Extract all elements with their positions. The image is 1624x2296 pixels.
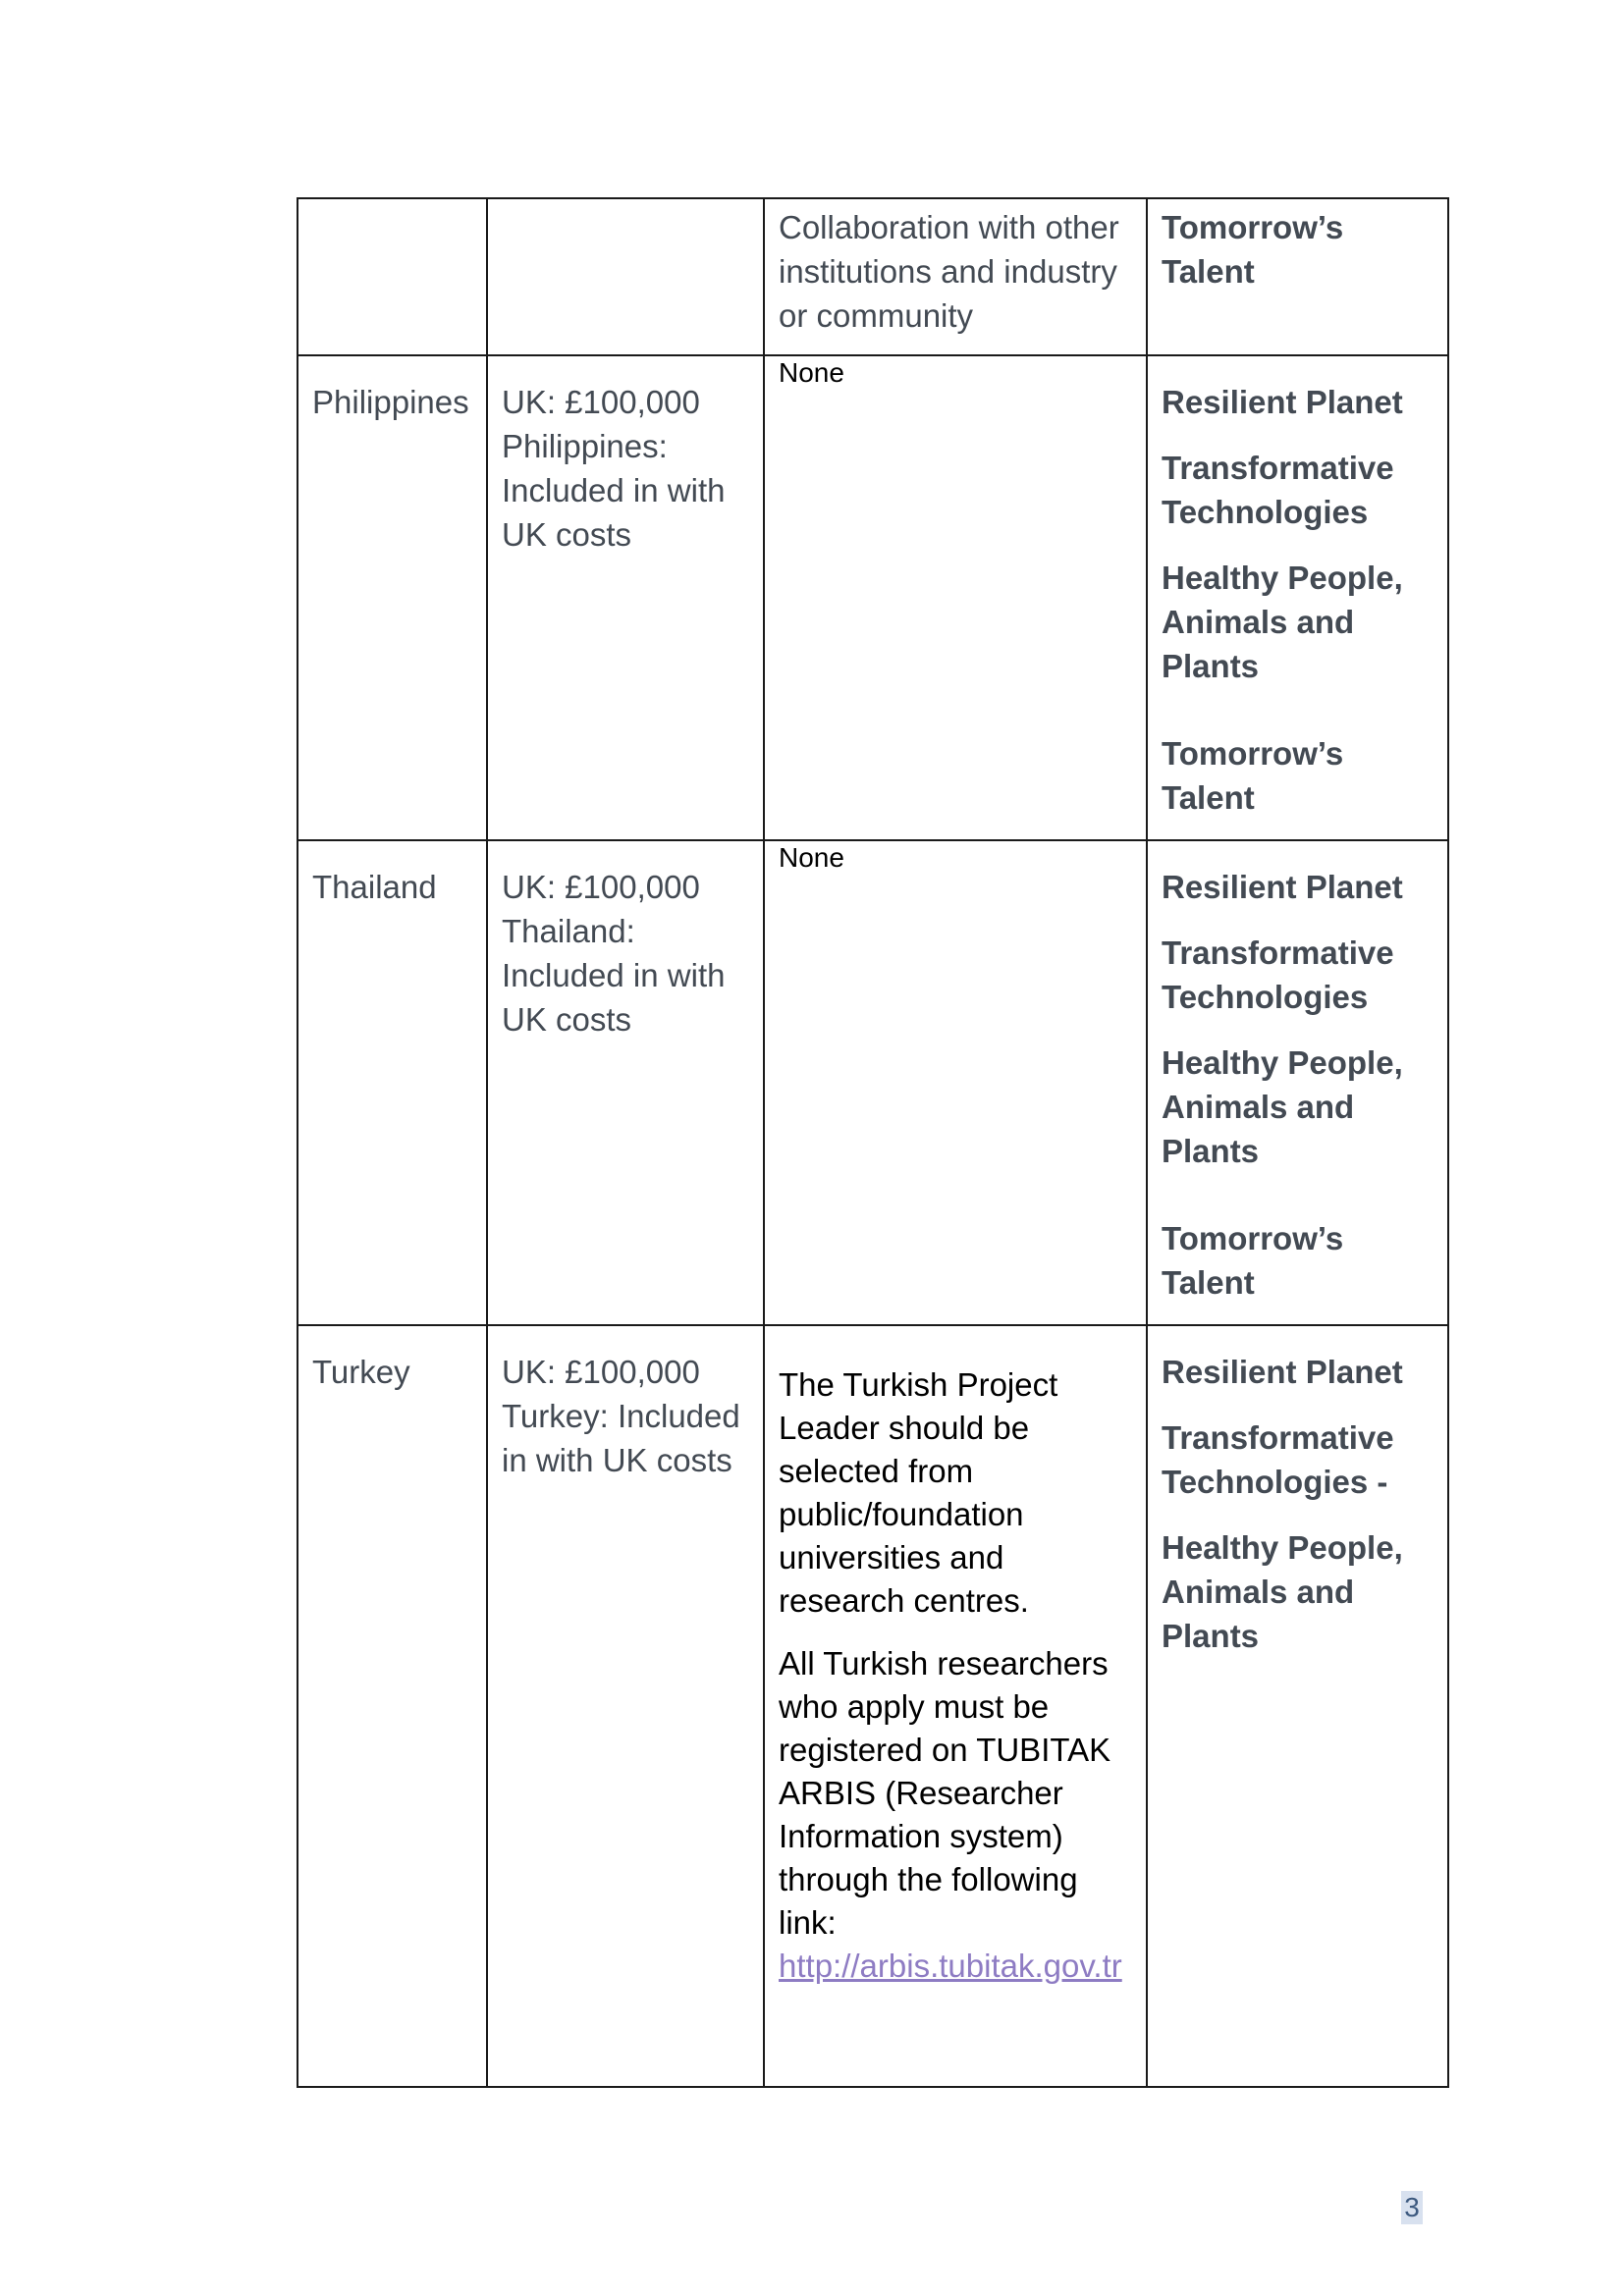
restrictions-paragraph: The Turkish Project Leader should be selected from public/foundation universities and research centres. bbox=[779, 1366, 1058, 1619]
country-cell bbox=[298, 198, 487, 355]
restrictions-text: None bbox=[779, 357, 844, 388]
themes-cell bbox=[1147, 198, 1448, 355]
theme-transformative-technologies: Transformative Technologies - bbox=[1162, 1419, 1394, 1500]
funding-partner: Turkey: Included in with UK costs bbox=[502, 1398, 740, 1478]
restrictions-paragraph: All Turkish researchers who apply must be registered on TUBITAK ARBIS (Researcher Information system) through the following link: bbox=[779, 1645, 1111, 1941]
country-cell bbox=[298, 355, 487, 840]
page-number: 3 bbox=[1401, 2191, 1423, 2224]
eligibility-table bbox=[297, 197, 1449, 2088]
table-row bbox=[298, 1325, 1448, 2087]
theme-tomorrows-talent: Tomorrow’s Talent bbox=[1162, 1220, 1344, 1301]
themes-cell bbox=[1147, 1325, 1448, 2087]
theme-transformative-technologies: Transformative Technologies bbox=[1162, 450, 1394, 530]
funding-uk: UK: £100,000 bbox=[502, 1354, 700, 1390]
restrictions-cell bbox=[764, 1325, 1147, 2087]
table-row bbox=[298, 198, 1448, 355]
theme-resilient-planet: Resilient Planet bbox=[1162, 1354, 1403, 1390]
country-cell bbox=[298, 1325, 487, 2087]
funding-partner: Philippines: Included in with UK costs bbox=[502, 428, 726, 553]
restrictions-text: Collaboration with other institutions and industry or community bbox=[779, 209, 1119, 334]
theme-resilient-planet: Resilient Planet bbox=[1162, 384, 1403, 420]
country-cell bbox=[298, 840, 487, 1325]
restrictions-cell bbox=[764, 198, 1147, 355]
table-row bbox=[298, 840, 1448, 1325]
theme-resilient-planet: Resilient Planet bbox=[1162, 869, 1403, 905]
theme-healthy-people: Healthy People, Animals and Plants bbox=[1162, 1044, 1403, 1169]
theme-healthy-people: Healthy People, Animals and Plants bbox=[1162, 560, 1403, 684]
country-name: Turkey bbox=[312, 1354, 410, 1390]
funding-uk: UK: £100,000 bbox=[502, 869, 700, 905]
theme-tomorrows-talent: Tomorrow’s Talent bbox=[1162, 209, 1344, 290]
arbis-link[interactable]: http://arbis.tubitak.gov.tr bbox=[779, 1948, 1122, 1984]
funding-cell bbox=[487, 198, 764, 355]
themes-cell bbox=[1147, 355, 1448, 840]
country-name: Philippines bbox=[312, 384, 469, 420]
country-name: Thailand bbox=[312, 869, 437, 905]
funding-cell bbox=[487, 1325, 764, 2087]
theme-tomorrows-talent: Tomorrow’s Talent bbox=[1162, 735, 1344, 816]
funding-uk: UK: £100,000 bbox=[502, 384, 700, 420]
theme-healthy-people: Healthy People, Animals and Plants bbox=[1162, 1529, 1403, 1654]
funding-cell bbox=[487, 355, 764, 840]
funding-cell bbox=[487, 840, 764, 1325]
restrictions-cell bbox=[764, 840, 1147, 1325]
restrictions-text: None bbox=[779, 842, 844, 873]
restrictions-cell bbox=[764, 355, 1147, 840]
theme-transformative-technologies: Transformative Technologies bbox=[1162, 934, 1394, 1015]
table-row bbox=[298, 355, 1448, 840]
funding-partner: Thailand: Included in with UK costs bbox=[502, 913, 726, 1038]
themes-cell bbox=[1147, 840, 1448, 1325]
